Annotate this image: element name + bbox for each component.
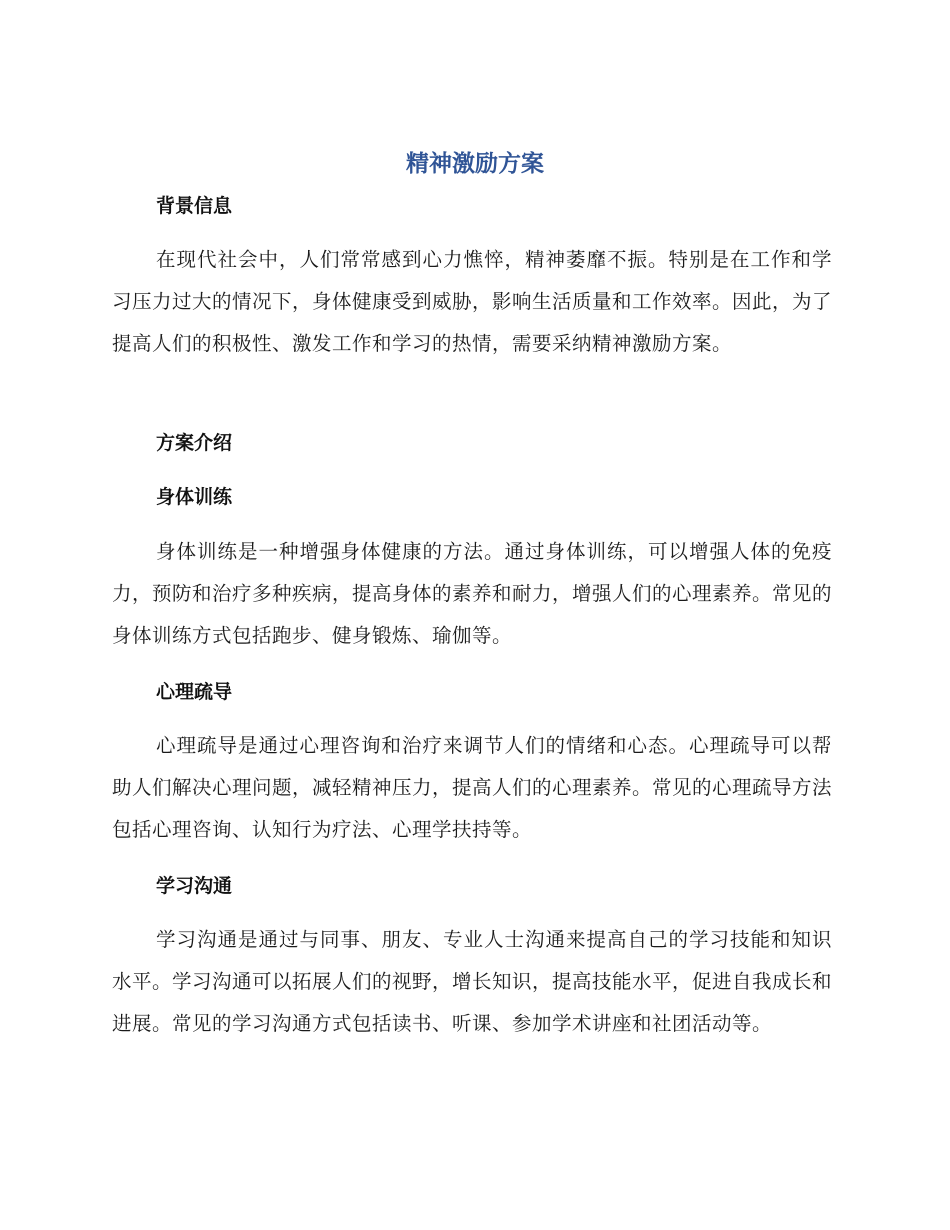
paragraph-background: 在现代社会中，人们常常感到心力憔悴，精神萎靡不振。特别是在工作和学习压力过大的情况下，身体健康受到威胁，影响生活质量和工作效率。因此，为了提高人们的积极性、激发工作和学习的热情，需要采纳精神激励方案。 — [112, 248, 833, 355]
paragraph-learning: 学习沟通是通过与同事、朋友、专业人士沟通来提高自己的学习技能和知识水平。学习沟通可以拓展人们的视野，增长知识，提高技能水平，促进自我成长和进展。常见的学习沟通方式包括读书、听课、参加学术讲座和社团活动等。 — [112, 928, 833, 1035]
section-heading-physical: 身体训练 — [156, 486, 233, 508]
document-title: 精神激励方案 — [406, 151, 544, 177]
paragraph-physical: 身体训练是一种增强身体健康的方法。通过身体训练，可以增强人体的免疫力，预防和治疗多种疾病，提高身体的素养和耐力，增强人们的心理素养。常见的身体训练方式包括跑步、健身锻炼、瑜伽等。 — [112, 540, 833, 647]
section-heading-counseling: 心理疏导 — [156, 681, 233, 703]
section-heading-plan: 方案介绍 — [156, 432, 233, 454]
section-heading-background: 背景信息 — [156, 195, 233, 217]
paragraph-counseling: 心理疏导是通过心理咨询和治疗来调节人们的情绪和心态。心理疏导可以帮助人们解决心理问题，减轻精神压力，提高人们的心理素养。常见的心理疏导方法包括心理咨询、认知行为疗法、心理学扶持等。 — [112, 734, 833, 841]
section-heading-learning: 学习沟通 — [156, 875, 233, 897]
